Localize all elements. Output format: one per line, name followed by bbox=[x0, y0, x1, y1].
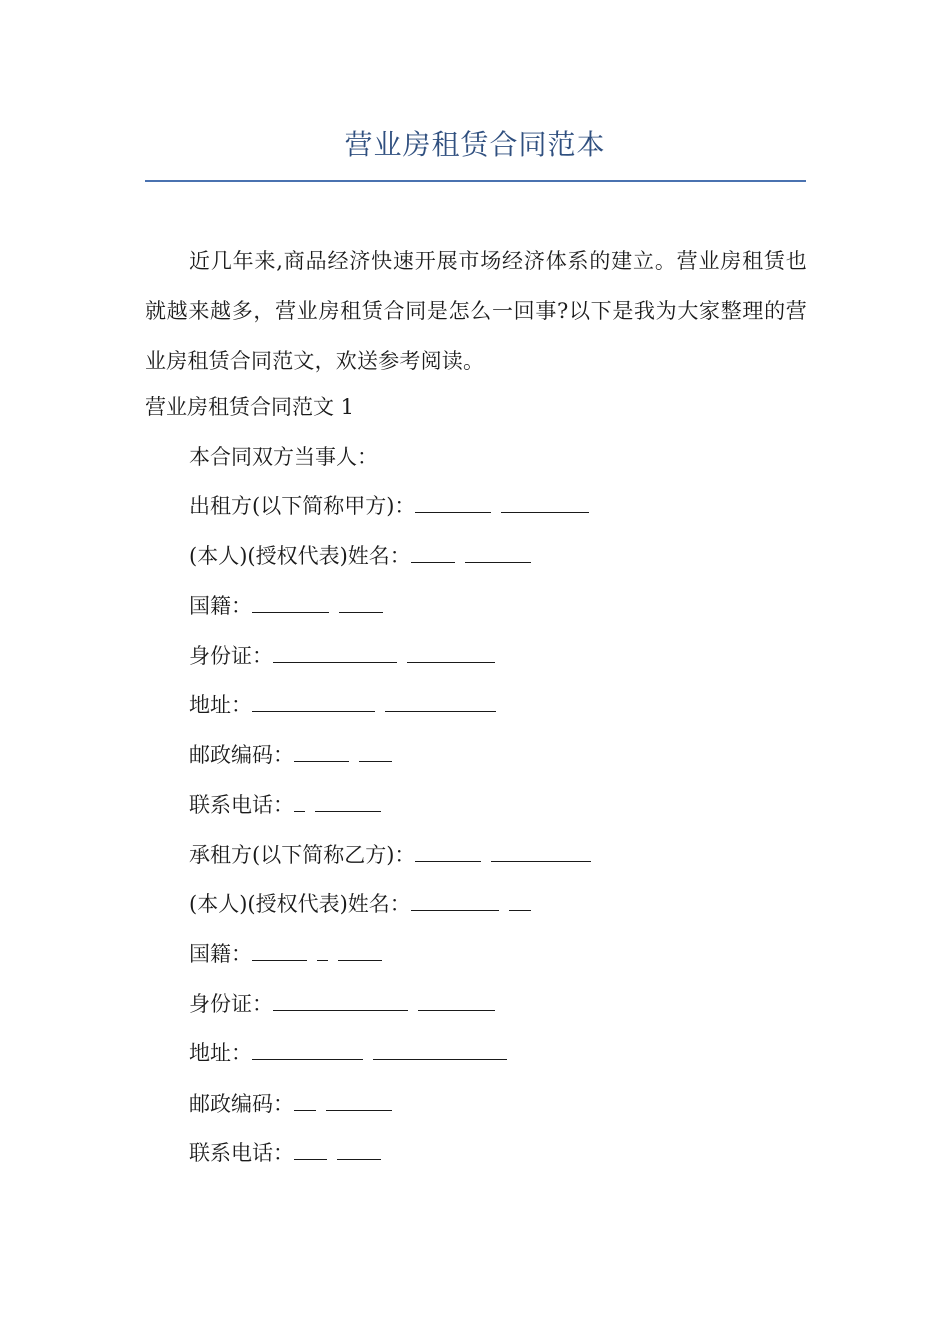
fill-blank[interactable] bbox=[407, 661, 495, 663]
fill-blank[interactable] bbox=[418, 1009, 495, 1011]
line-label: 身份证： bbox=[189, 992, 273, 1016]
fill-blank[interactable] bbox=[273, 661, 397, 663]
fill-blank[interactable] bbox=[373, 1058, 507, 1060]
line-label: (本人)(授权代表)姓名： bbox=[189, 892, 411, 916]
fill-blank[interactable] bbox=[294, 1109, 316, 1111]
fill-blank[interactable] bbox=[509, 909, 531, 911]
fill-blank[interactable] bbox=[465, 561, 531, 563]
section-heading: 营业房租赁合同范文 1 bbox=[145, 395, 355, 419]
line-label: (本人)(授权代表)姓名： bbox=[189, 544, 411, 568]
intro-paragraph: 近几年来,商品经济快速开展市场经济体系的建立。营业房租赁也就越来越多，营业房租赁合同是怎么一回事?以下是我为大家整理的营业房租赁合同范文，欢送参考阅读。 bbox=[145, 249, 807, 373]
lessee-address-line bbox=[189, 1038, 517, 1068]
lessor-nationality-line bbox=[189, 591, 393, 621]
fill-blank[interactable] bbox=[326, 1109, 392, 1111]
line-label: 邮政编码： bbox=[189, 1092, 294, 1116]
parties-heading bbox=[189, 442, 378, 472]
line-label: 本合同双方当事人： bbox=[189, 445, 378, 469]
fill-blank[interactable] bbox=[252, 959, 307, 961]
fill-blank[interactable] bbox=[294, 810, 305, 812]
fill-blank[interactable] bbox=[337, 1158, 381, 1160]
lessee-id-line bbox=[189, 989, 505, 1019]
document-title: 营业房租赁合同范本 bbox=[344, 128, 606, 161]
fill-blank[interactable] bbox=[294, 760, 349, 762]
line-label: 联系电话： bbox=[189, 1141, 294, 1165]
fill-blank[interactable] bbox=[317, 959, 328, 961]
fill-blank[interactable] bbox=[411, 909, 499, 911]
lessor-id-line bbox=[189, 641, 505, 671]
fill-blank[interactable] bbox=[252, 710, 375, 712]
fill-blank[interactable] bbox=[338, 959, 382, 961]
fill-blank[interactable] bbox=[411, 561, 455, 563]
lessee-postcode-line bbox=[189, 1089, 402, 1119]
line-label: 国籍： bbox=[189, 942, 252, 966]
lessee-phone-line bbox=[189, 1138, 391, 1168]
fill-blank[interactable] bbox=[385, 710, 496, 712]
fill-blank[interactable] bbox=[415, 511, 491, 513]
line-label: 承租方(以下简称乙方)： bbox=[189, 843, 416, 867]
lessor-postcode-line bbox=[189, 740, 402, 770]
fill-blank[interactable] bbox=[501, 511, 589, 513]
line-label: 邮政编码： bbox=[189, 743, 294, 767]
fill-blank[interactable] bbox=[315, 810, 381, 812]
fill-blank[interactable] bbox=[339, 611, 383, 613]
lessee-name-line bbox=[189, 889, 541, 919]
lessee-nationality-line bbox=[189, 939, 392, 969]
lessee-line bbox=[189, 840, 601, 870]
line-label: 联系电话： bbox=[189, 793, 294, 817]
line-label: 身份证： bbox=[189, 644, 273, 668]
fill-blank[interactable] bbox=[294, 1158, 327, 1160]
fill-blank[interactable] bbox=[359, 760, 392, 762]
line-label: 地址： bbox=[189, 693, 252, 717]
fill-blank[interactable] bbox=[252, 611, 329, 613]
lessor-phone-line bbox=[189, 790, 391, 820]
title-underline bbox=[145, 180, 806, 182]
fill-blank[interactable] bbox=[252, 1058, 363, 1060]
fill-blank[interactable] bbox=[415, 860, 481, 862]
lessor-address-line bbox=[189, 690, 506, 720]
lessor-line bbox=[189, 491, 599, 521]
line-label: 出租方(以下简称甲方)： bbox=[189, 494, 416, 518]
line-label: 地址： bbox=[189, 1041, 252, 1065]
fill-blank[interactable] bbox=[491, 860, 591, 862]
lessor-name-line bbox=[189, 541, 541, 571]
line-label: 国籍： bbox=[189, 594, 252, 618]
fill-blank[interactable] bbox=[273, 1009, 408, 1011]
